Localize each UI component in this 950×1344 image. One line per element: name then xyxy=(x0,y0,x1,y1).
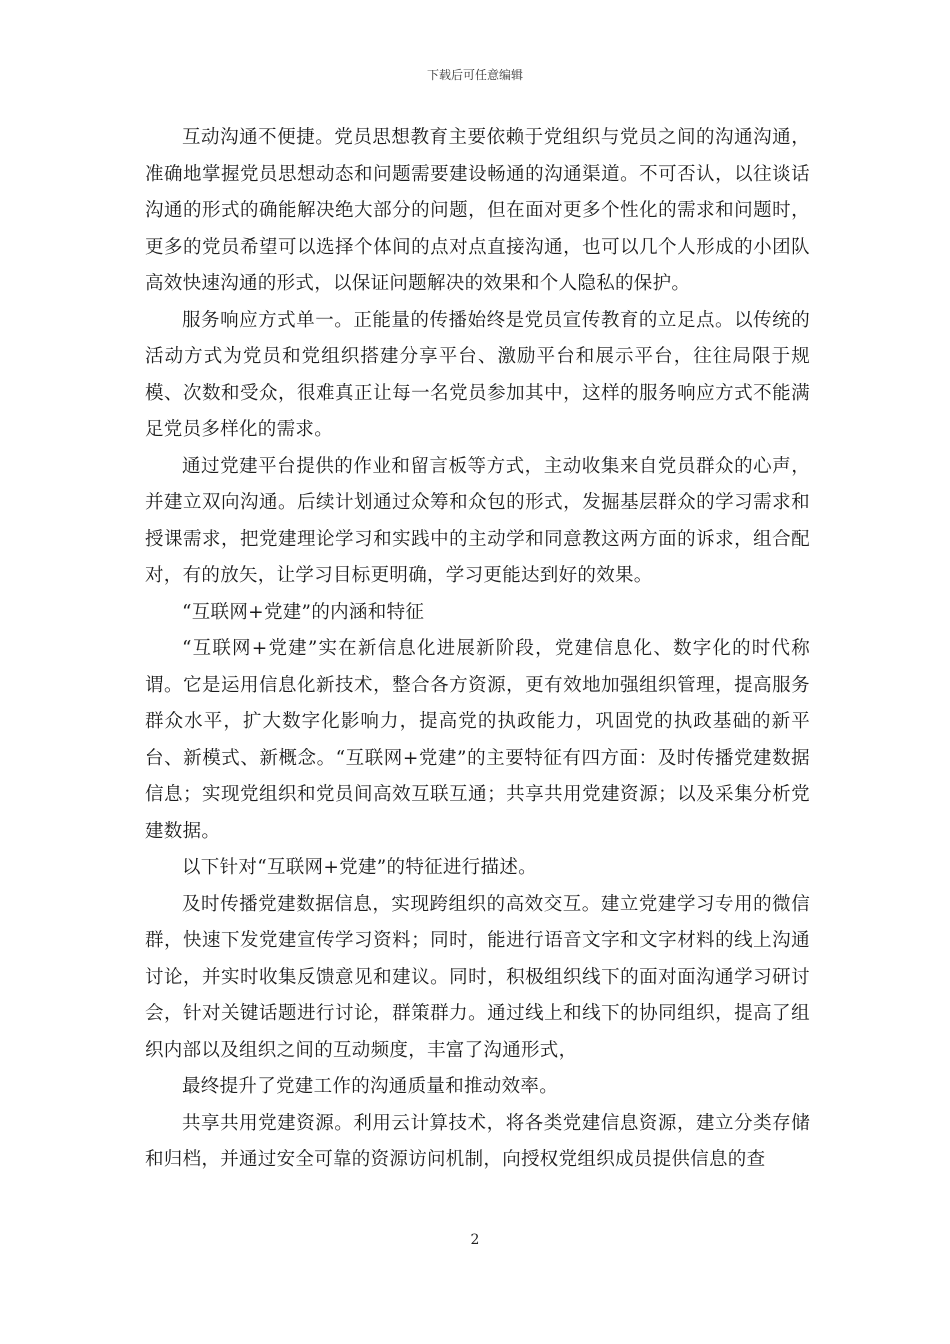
paragraph-service-response: 服务响应方式单一。正能量的传播始终是党员宣传教育的立足点。以传统的活动方式为党员和党组织搭建分享平台、激励平台和展示平台，往往局限于规模、次数和受众，很难真正让每一名党员参加其中，这样的服务响应方式不能满足党员多样化的需求。 xyxy=(145,309,810,440)
page-number: 2 xyxy=(470,1232,480,1248)
page-header: 下载后可任意编辑 xyxy=(426,68,523,82)
paragraph-features-intro: 以下针对“互联网+党建”的特征进行描述。 xyxy=(182,857,537,878)
document-body xyxy=(145,120,810,1179)
paragraph-platform-feedback: 通过党建平台提供的作业和留言板等方式，主动收集来自党员群众的心声，并建立双向沟通。后续计划通过众筹和众包的形式，发掘基层群众的学习需求和授课需求，把党建理论学习和实践中的主动学和同意教这两方面的诉求，组合配对，有的放矢，让学习目标更明确，学习更能达到好的效果。 xyxy=(145,455,810,586)
paragraph-timely-dissemination: 及时传播党建数据信息，实现跨组织的高效交互。建立党建学习专用的微信群，快速下发党建宣传学习资料；同时，能进行语音文字和文字材料的线上沟通讨论，并实时收集反馈意见和建议。同时，积极组织线下的面对面沟通学习研讨会，针对关键话题进行讨论，群策群力。通过线上和线下的协同组织，提高了组织内部以及组织之间的互动频度，丰富了沟通形式， xyxy=(145,893,810,1061)
paragraph-internet-party-definition: “互联网+党建”实在新信息化进展新阶段，党建信息化、数字化的时代称谓。它是运用信息化新技术，整合各方资源，更有效地加强组织管理，提高服务群众水平，扩大数字化影响力，提高党的执政能力，巩固党的执政基础的新平台、新模式、新概念。“互联网+党建”的主要特征有四方面：及时传播党建数据信息；实现党组织和党员间高效互联互通；共享共用党建资源；以及采集分析党建数据。 xyxy=(145,638,810,842)
section-heading-connotation: “互联网+党建”的内涵和特征 xyxy=(182,601,425,623)
paragraph-efficiency-result: 最终提升了党建工作的沟通质量和推动效率。 xyxy=(182,1076,559,1097)
paragraph-shared-resources: 共享共用党建资源。利用云计算技术，将各类党建信息资源，建立分类存储和归档，并通过安全可靠的资源访问机制，向授权党组织成员提供信息的查 xyxy=(145,1112,810,1170)
paragraph-interaction-communication: 互动沟通不便捷。党员思想教育主要依赖于党组织与党员之间的沟通沟通，准确地掌握党员思想动态和问题需要建设畅通的沟通渠道。不可否认，以往谈话沟通的形式的确能解决绝大部分的问题，但在面对更多个性化的需求和问题时，更多的党员希望可以选择个体间的点对点直接沟通，也可以几个人形成的小团队高效快速沟通的形式，以保证问题解决的效果和个人隐私的保护。 xyxy=(145,127,810,294)
